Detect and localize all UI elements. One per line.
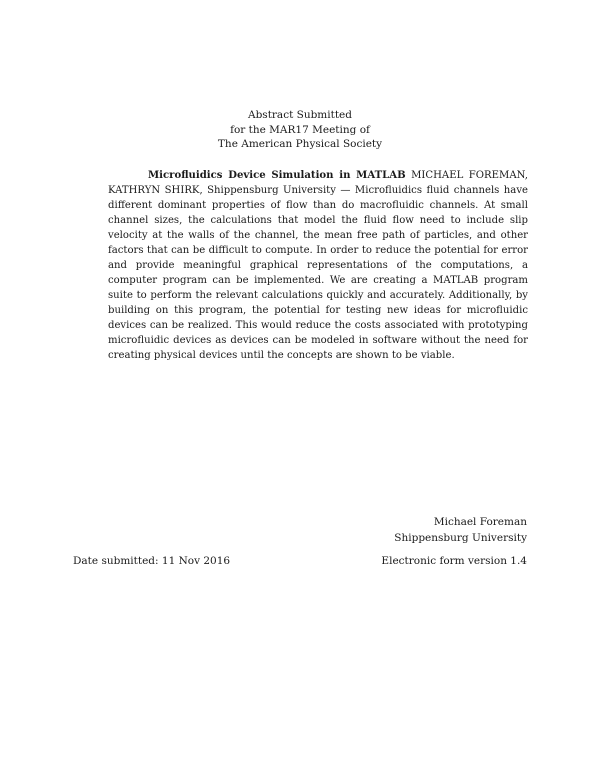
signature-institution: Shippensburg University (394, 532, 527, 544)
header-line-society: The American Physical Society (217, 138, 383, 150)
header-line-meeting: for the MAR17 Meeting of (230, 123, 370, 136)
signature-block (394, 514, 527, 546)
submission-header (0, 108, 600, 152)
abstract-paragraph (108, 168, 528, 363)
abstract-separator: — (335, 185, 355, 196)
abstract-body: Microfluidics fluid channels have different dominant properties of flow than do macrofluidic channels. At small channel sizes, the calculations that model the fluid flow need to include slip velocity at the walls of the channel, the mean free path of particles, and other factors that can be difficult to compute. In order to reduce the potential for error and provide meaningful graphical representations of the computations, a computer program can be implemented. We are creating a MATLAB program suite to perform the relevant calculations quickly and accurately. Additionally, by building on this program, the potential for testing new ideas for microfluidic devices can be realized. This would reduce the costs associated with prototyping microfluidic devices as devices can be modeled in software without the need for creating physical devices until the concepts are shown to be viable. (108, 185, 528, 361)
abstract-title: Microfluidics Device Simulation in MATLAB (148, 170, 406, 181)
date-submitted: Date submitted: 11 Nov 2016 (73, 555, 231, 567)
signature-name: Michael Foreman (433, 516, 527, 528)
abstract-authors: MICHAEL FOREMAN, KATHRYN SHIRK, Shippensburg University (108, 170, 529, 196)
header-line-abstract-submitted: Abstract Submitted (248, 109, 352, 121)
form-version: Electronic form version 1.4 (381, 555, 527, 567)
